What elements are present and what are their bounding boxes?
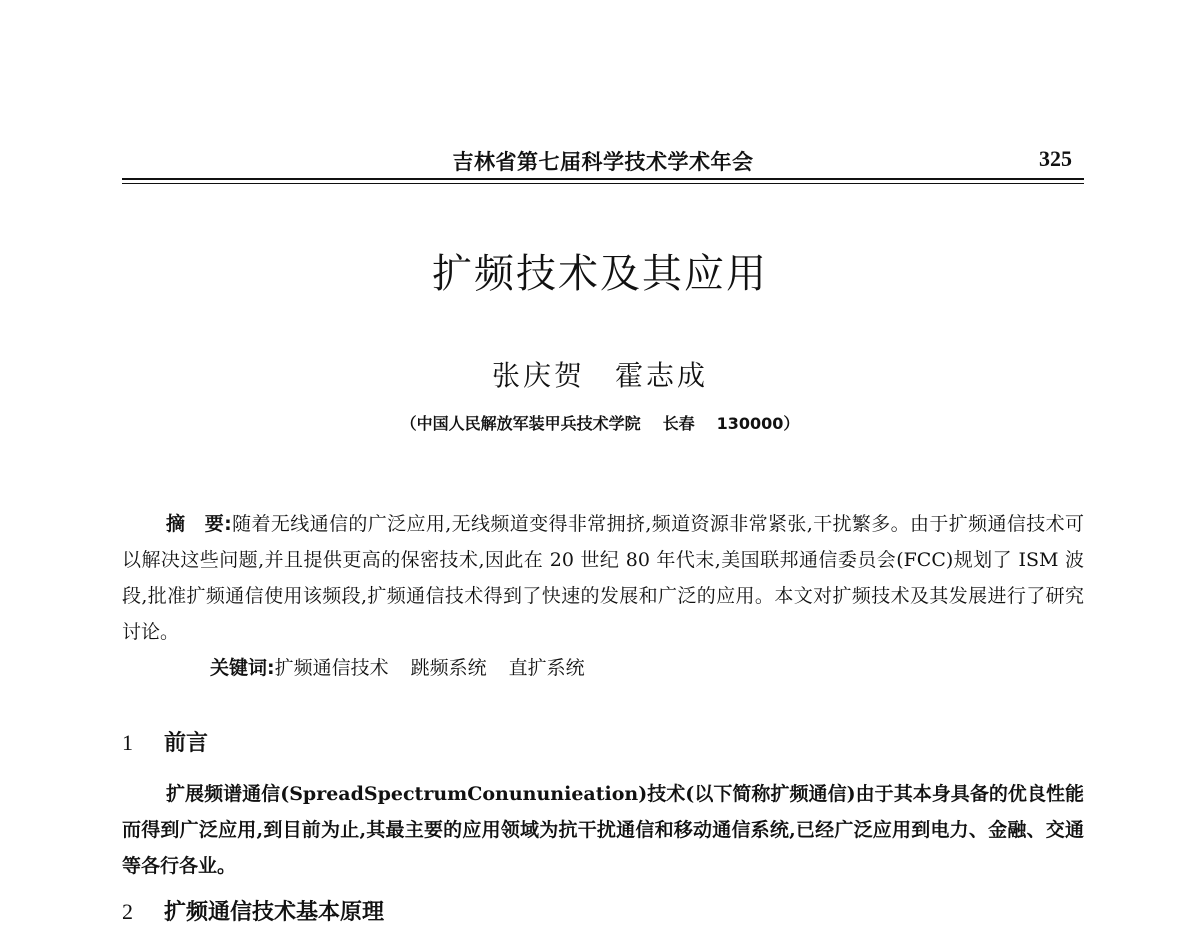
keyword: 直扩系统 xyxy=(508,657,585,679)
keyword: 跳频系统 xyxy=(410,657,487,679)
abstract-text: 随着无线通信的广泛应用,无线频道变得非常拥挤,频道资源非常紧张,干扰繁多。由于扩频通信技术可以解决这些问题,并且提供更高的保密技术,因此在 20 世纪 80 年代末,美国联邦通信委员会(FCC)规划了 ISM 波段,批准扩频通信使用该频段,扩频通信技术得到了快速的发展和广泛的应用。本文对扩频技术及其发展进行了研究讨论。 xyxy=(122,513,1084,643)
page-number: 325 xyxy=(1039,146,1072,171)
affiliation-postcode: 130000） xyxy=(716,414,800,433)
author-list xyxy=(0,354,1200,394)
keyword: 扩频通信技术 xyxy=(274,657,389,679)
abstract-label: 摘 要: xyxy=(166,513,232,535)
paper-title: 扩频技术及其应用 xyxy=(432,251,768,297)
section-title: 前言 xyxy=(164,731,209,756)
running-title: 吉林省第七届科学技术学术年会 xyxy=(452,150,754,174)
section-heading xyxy=(122,726,1084,757)
header-rule-thick xyxy=(122,178,1084,180)
body-paragraph: 扩展频谱通信(SpreadSpectrumConununieation)技术(以下简称扩频通信)由于其本身具备的优良性能而得到广泛应用,到目前为止,其最主要的应用领域为抗干扰通信和移动通信系统,已经广泛应用到电力、金融、交通等各行各业。 xyxy=(122,783,1084,877)
keywords-label: 关键词: xyxy=(210,657,275,679)
keywords-line xyxy=(122,650,1084,686)
section-title: 扩频通信技术基本原理 xyxy=(164,900,385,925)
affiliation xyxy=(0,411,1200,434)
abstract-block xyxy=(122,506,1084,686)
author-name: 霍志成 xyxy=(615,359,709,392)
running-header xyxy=(122,140,1084,180)
header-rule-thin xyxy=(122,183,1084,184)
section-body xyxy=(122,776,1084,884)
abstract-paragraph xyxy=(122,506,1084,650)
affiliation-org: （中国人民解放军装甲兵技术学院 xyxy=(400,414,641,433)
section-heading xyxy=(122,895,1084,926)
affiliation-city: 长春 xyxy=(662,414,695,433)
author-name: 张庆贺 xyxy=(491,359,585,392)
section-number: 2 xyxy=(122,899,133,924)
section-number: 1 xyxy=(122,730,133,755)
